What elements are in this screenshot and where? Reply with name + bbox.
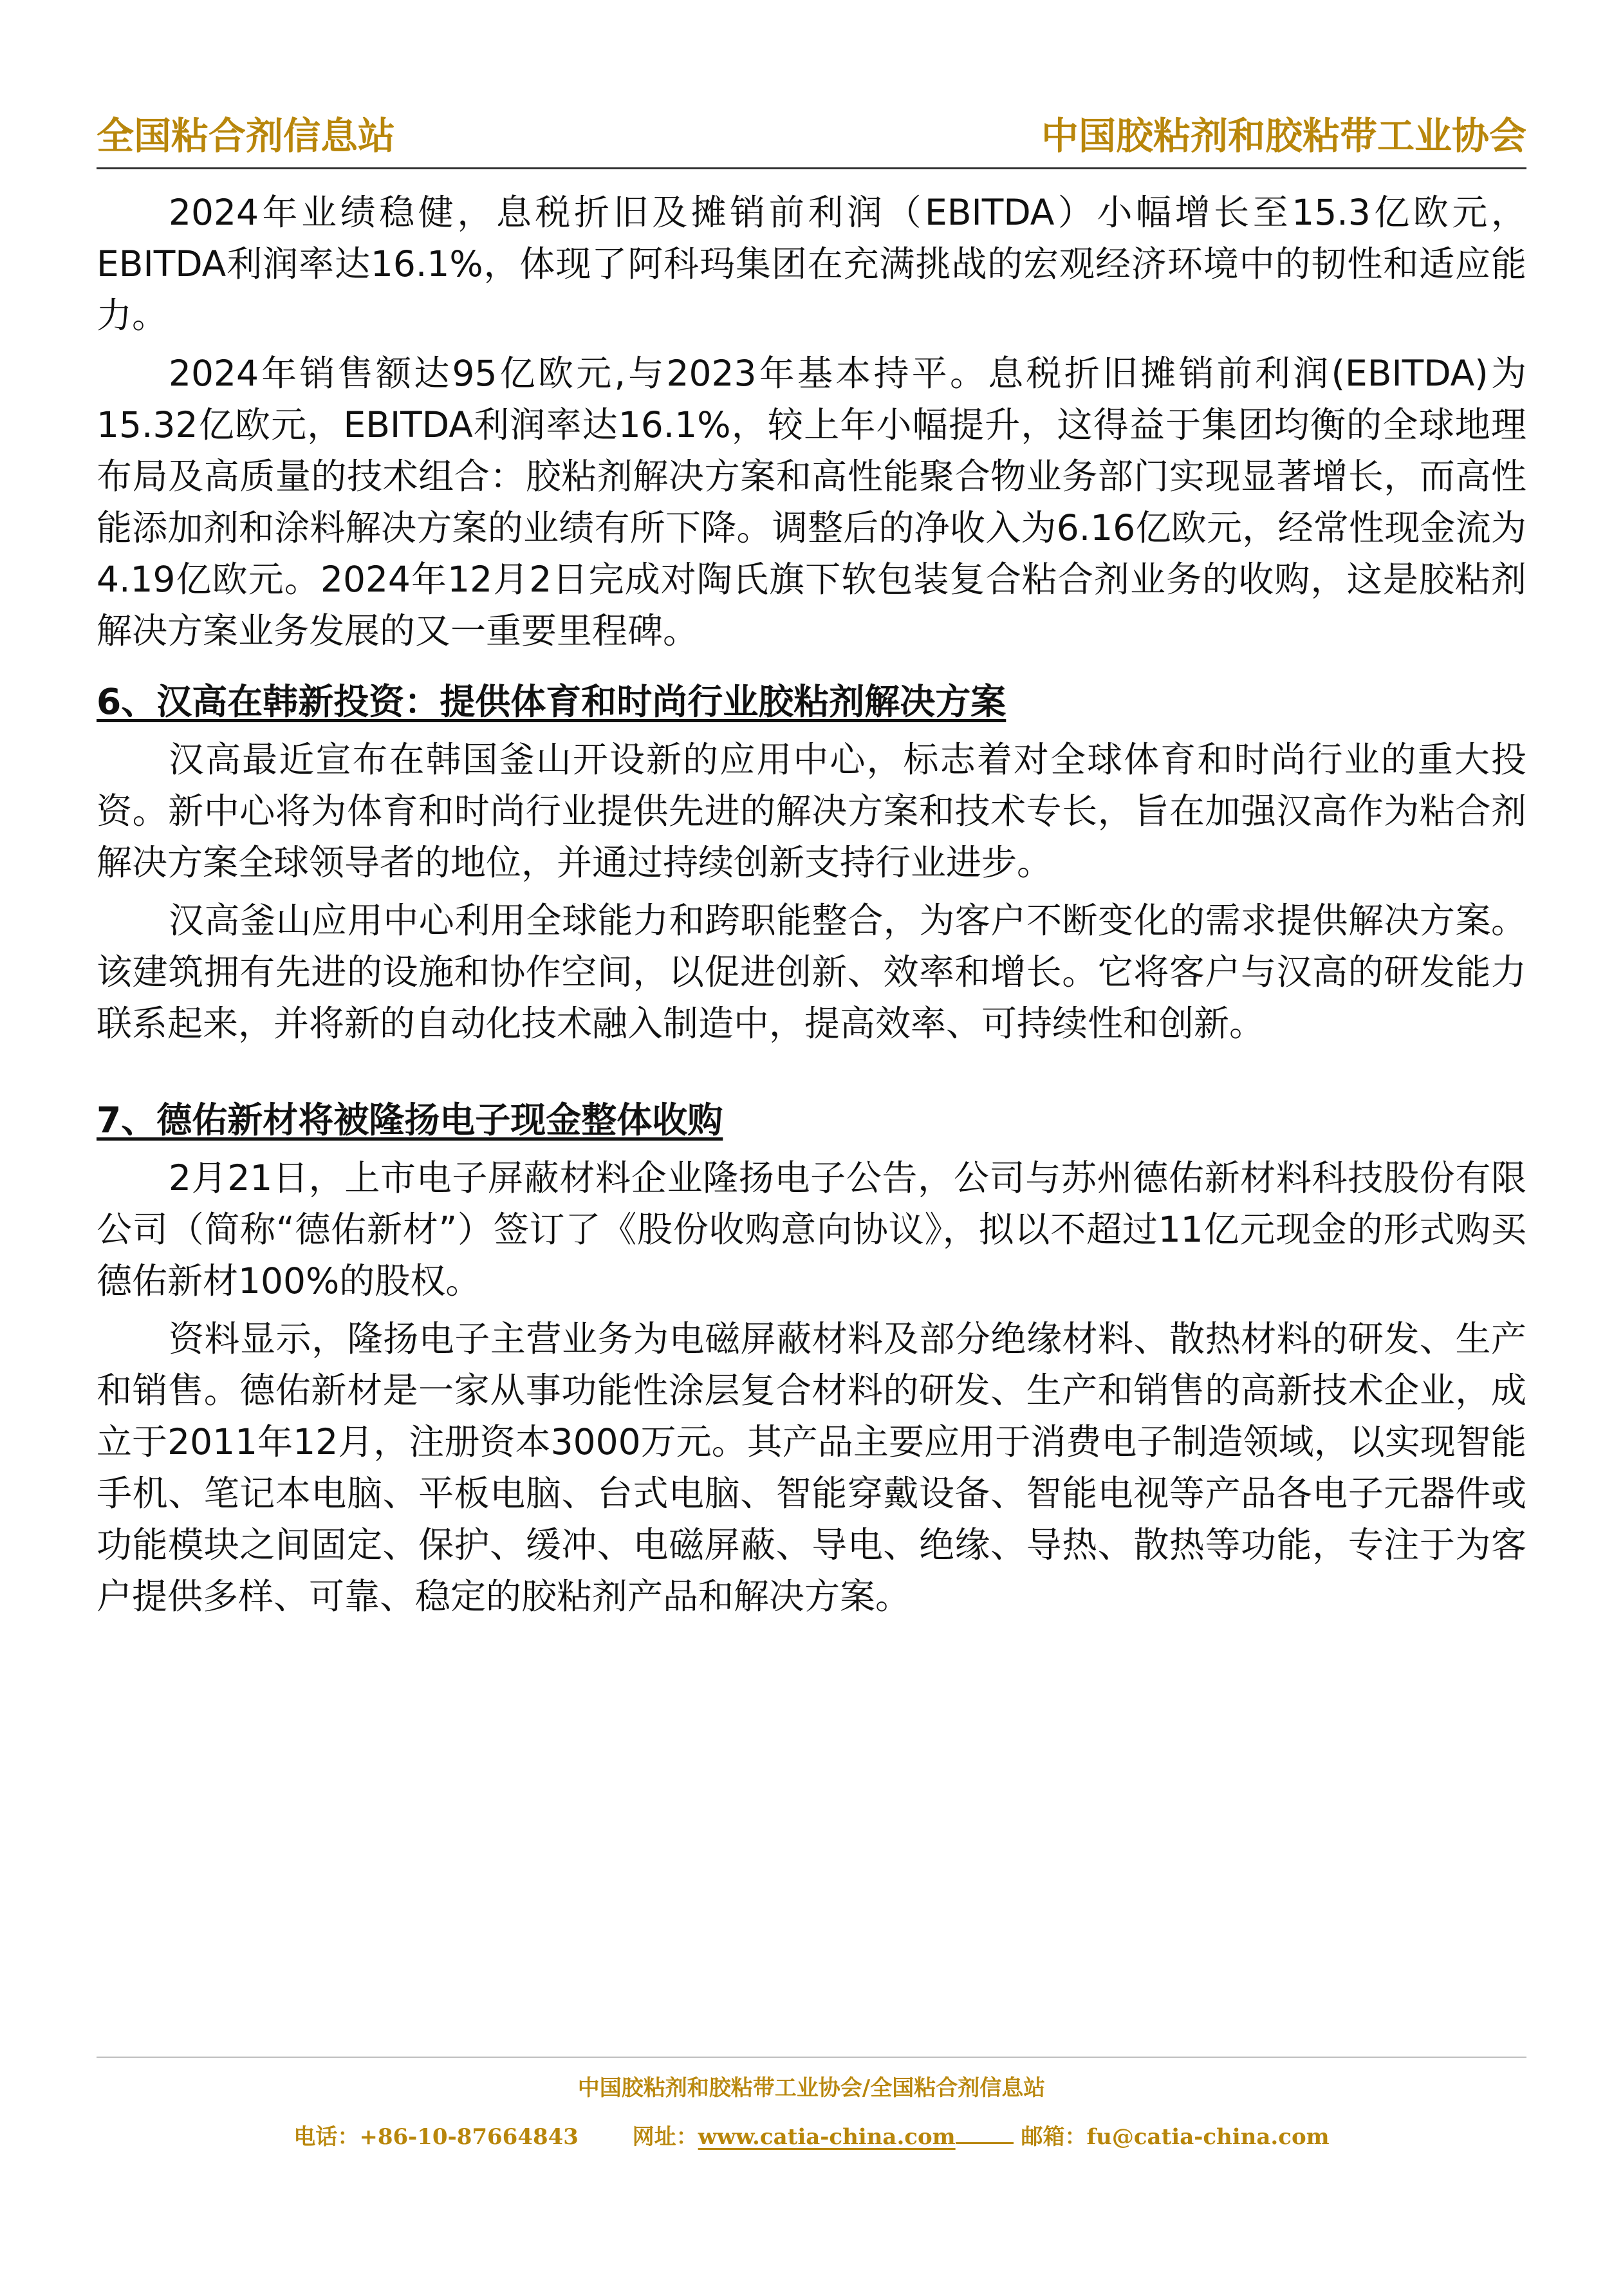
paragraph-deyou-acquisition: 2月21日，上市电子屏蔽材料企业隆扬电子公告，公司与苏州德佑新材料科技股份有限公司（简称“德佑新材”）签订了《股份收购意向协议》，拟以不超过11亿元现金的形式购买德佑新材100%的股权。 bbox=[97, 1157, 1526, 1302]
page-footer bbox=[97, 2057, 1526, 2153]
document-body bbox=[97, 187, 1526, 1622]
paragraph-deyou-profile: 资料显示，隆扬电子主营业务为电磁屏蔽材料及部分绝缘材料、散热材料的研发、生产和销售。德佑新材是一家从事功能性涂层复合材料的研发、生产和销售的高新技术企业，成立于2011年12月，注册资本3000万元。其产品主要应用于消费电子制造领域，以实现智能手机、笔记本电脑、平板电脑、台式电脑、智能穿戴设备、智能电视等产品各电子元器件或功能模块之间固定、保护、缓冲、电磁屏蔽、导电、绝缘、导热、散热等功能，专注于为客户提供多样、可靠、稳定的胶粘剂产品和解决方案。 bbox=[97, 1318, 1526, 1617]
header-left-title: 全国粘合剂信息站 bbox=[97, 114, 396, 158]
page-header bbox=[97, 97, 1526, 169]
paragraph-arkema-ebitda: 2024年业绩稳健，息税折旧及摊销前利润（EBITDA）小幅增长至15.3亿欧元，EBITDA利润率达16.1%，体现了阿科玛集团在充满挑战的宏观经济环境中的韧性和适应能力。 bbox=[97, 192, 1526, 336]
paragraph-henkel-center: 汉高最近宣布在韩国釜山开设新的应用中心，标志着对全球体育和时尚行业的重大投资。新中心将为体育和时尚行业提供先进的解决方案和技术专长，旨在加强汉高作为粘合剂解决方案全球领导者的地位，并通过持续创新支持行业进步。 bbox=[97, 739, 1526, 883]
paragraph-arkema-sales: 2024年销售额达95亿欧元,与2023年基本持平。息税折旧摊销前利润(EBITDA)为15.32亿欧元，EBITDA利润率达16.1%，较上年小幅提升，这得益于集团均衡的全球地理布局及高质量的技术组合：胶粘剂解决方案和高性能聚合物业务部门实现显著增长，而高性能添加剂和涂料解决方案的业绩有所下降。调整后的净收入为6.16亿欧元，经常性现金流为4.19亿欧元。2024年12月2日完成对陶氏旗下软包装复合粘合剂业务的收购，这是胶粘剂解决方案业务发展的又一重要里程碑。 bbox=[97, 353, 1526, 651]
header-right-title: 中国胶粘剂和胶粘带工业协会 bbox=[1041, 114, 1526, 158]
footer-organization: 中国胶粘剂和胶粘带工业协会/全国粘合剂信息站 bbox=[577, 2075, 1046, 2101]
paragraph-henkel-busan: 汉高釜山应用中心利用全球能力和跨职能整合，为客户不断变化的需求提供解决方案。该建筑拥有先进的设施和协作空间，以促进创新、效率和增长。它将客户与汉高的研发能力联系起来，并将新的自动化技术融入制造中，提高效率、可持续性和创新。 bbox=[97, 900, 1526, 1044]
section-heading-deyou: 7、德佑新材将被隆扬电子现金整体收购 bbox=[97, 1099, 723, 1141]
footer-website-label: 网址： bbox=[632, 2124, 698, 2150]
footer-email: 邮箱：fu@catia-china.com bbox=[1021, 2124, 1330, 2150]
footer-underline-divider bbox=[956, 2142, 1014, 2144]
section-heading-henkel: 6、汉高在韩新投资：提供体育和时尚行业胶粘剂解决方案 bbox=[97, 681, 1006, 722]
footer-website-link[interactable]: www.catia-china.com bbox=[698, 2124, 956, 2150]
footer-phone: 电话：+86-10-87664843 bbox=[293, 2124, 579, 2150]
footer-contact bbox=[97, 2121, 1526, 2153]
